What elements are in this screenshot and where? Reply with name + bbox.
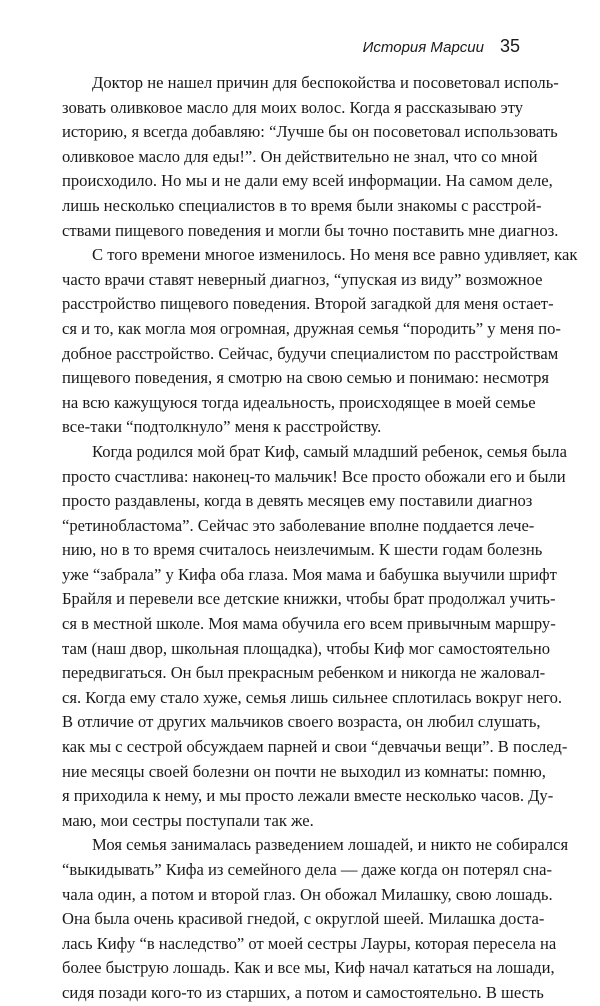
text-line: сидя позади кого-то из старших, а потом и самостоятельно. В шесть <box>62 982 544 1002</box>
text-line: расстройство пищевого поведения. Второй загадкой для меня остает- <box>62 294 554 314</box>
text-line: уже “забрала” у Кифа оба глаза. Моя мама и бабушка выучили шрифт <box>62 564 557 584</box>
text-line: Когда родился мой брат Киф, самый младший ребенок, семья была <box>92 441 567 461</box>
text-line: Моя семья занималась разведением лошадей, и никто не собирался <box>92 835 569 855</box>
text-line: там (наш двор, школьная площадка), чтобы Киф мог самостоятельно <box>62 638 551 658</box>
text-line: добное расстройство. Сейчас, будучи специалистом по расстройствам <box>62 343 559 363</box>
text-line: маю, мои сестры поступали так же. <box>62 810 314 830</box>
running-title: История Марсии <box>362 39 484 56</box>
text-line: В отличие от других мальчиков своего возраста, он любил слушать, <box>62 712 541 732</box>
text-line: лишь несколько специалистов в то время были знакомы с расстрой- <box>62 195 542 215</box>
text-line: ствами пищевого поведения и могли бы точно поставить мне диагноз. <box>62 220 559 240</box>
text-line: как мы с сестрой обсуждаем парней и свои “девчачьи вещи”. В послед- <box>62 737 568 757</box>
text-line: “ретинобластома”. Сейчас это заболевание вполне поддается лече- <box>62 515 535 535</box>
text-line: я приходила к нему, и мы просто лежали вместе несколько часов. Ду- <box>62 786 554 806</box>
text-line: С того времени многое изменилось. Но меня все равно удивляет, как <box>92 245 578 265</box>
text-line: чала один, а потом и второй глаз. Он обожал Милашку, свою лошадь. <box>62 884 553 904</box>
text-line: лась Кифу “в наследство” от моей сестры Лауры, которая пересела на <box>62 933 557 953</box>
running-header <box>62 36 520 57</box>
text-line: ся в местной школе. Моя мама обучила его всем привычным маршру- <box>62 614 556 634</box>
text-line: зовать оливковое масло для моих волос. Когда я рассказываю эту <box>62 97 524 117</box>
text-line: просто счастлива: наконец-то мальчик! Все просто обожали его и были <box>62 466 566 486</box>
text-line: все-таки “подтолкнуло” меня к расстройству. <box>62 417 382 437</box>
page-number: 35 <box>499 36 520 56</box>
text-line: историю, я всегда добавляю: “Лучше бы он посоветовал использовать <box>62 122 558 142</box>
text-line: нию, но в то время считалось неизлечимым. К шести годам болезнь <box>62 540 543 560</box>
text-line: происходило. Но мы и не дали ему всей информации. На самом деле, <box>62 171 553 191</box>
body-text <box>62 71 578 1006</box>
text-line: Она была очень красивой гнедой, с округлой шеей. Милашка доста- <box>62 909 545 929</box>
text-line: “выкидывать” Кифа из семейного дела — даже когда он потерял сна- <box>62 860 553 879</box>
text-line: на всю кажущуюся тогда идеальность, происходящее в моей семье <box>62 392 536 412</box>
text-line: Брайля и перевели все детские книжки, чтобы брат продолжал учить- <box>62 589 556 609</box>
paragraph <box>62 833 569 1005</box>
text-line: ся. Когда ему стало хуже, семья лишь сильнее сплотилась вокруг него. <box>62 687 563 707</box>
paragraph <box>62 71 559 243</box>
text-line: пищевого поведения, я смотрю на свою семью и понимаю: несмотря <box>62 368 550 388</box>
text-line: передвигаться. Он был прекрасным ребенком и никогда не жаловал- <box>62 663 546 683</box>
text-line: более быструю лошадь. Как и все мы, Киф начал кататься на лошади, <box>62 958 555 978</box>
text-line: Доктор не нашел причин для беспокойства и посоветовал исполь- <box>92 73 559 92</box>
text-line: оливковое масло для еды!”. Он действительно не знал, что со мной <box>62 146 538 166</box>
text-line: часто врачи ставят неверный диагноз, “упуская из виду” возможное <box>62 269 543 289</box>
text-line: ние месяцы своей болезни он почти не выходил из комнаты: помню, <box>62 761 546 781</box>
paragraph <box>62 243 578 440</box>
text-line: ся и то, как могла моя огромная, дружная семья “породить” у меня по- <box>62 318 561 338</box>
text-line: просто раздавлены, когда в девять месяцев ему поставили диагноз <box>62 491 533 511</box>
paragraph <box>62 440 568 834</box>
